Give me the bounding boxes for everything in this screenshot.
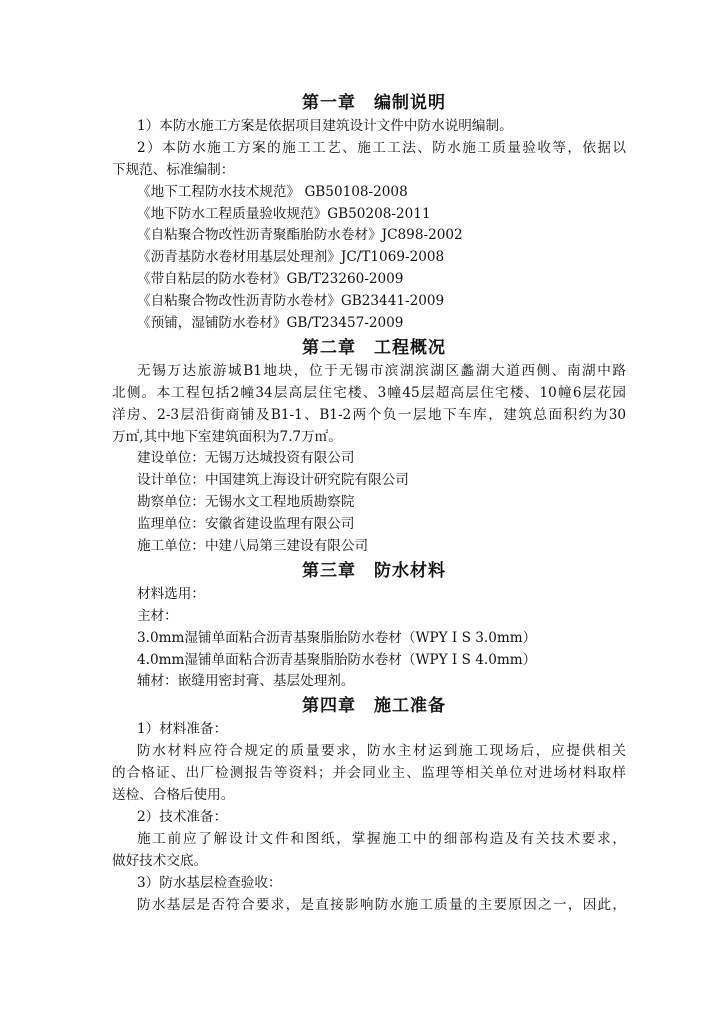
text-line: 辅材：嵌缝用密封膏、基层处理剂。 xyxy=(137,673,355,690)
text-line: 建设单位：无锡万达城投资有限公司 xyxy=(137,450,355,467)
text-line: 2）本防水施工方案的施工工艺、施工工法、防水施工质量验收等，依据以 xyxy=(137,139,626,156)
text-line: 的合格证、出厂检测报告等资料；并会同业主、监理等相关单位对进场材料取样 xyxy=(112,765,626,782)
document-page xyxy=(112,90,626,916)
text-line: 施工前应了解设计文件和图纸，掌握施工中的细部构造及有关技术要求， xyxy=(137,830,626,847)
text-line: 《预铺，湿铺防水卷材》GB/T23457-2009 xyxy=(137,315,404,332)
text-line: 防水基层是否符合要求，是直接影响防水施工质量的主要原因之一，因此， xyxy=(137,896,626,913)
text-line: 设计单位：中国建筑上海设计研究院有限公司 xyxy=(137,472,409,489)
text-line: 防水材料应符合规定的质量要求，防水主材运到施工现场后，应提供相关 xyxy=(137,743,626,760)
chapter-heading: 第二章 工程概况 xyxy=(302,337,446,358)
chapter-heading: 第三章 防水材料 xyxy=(302,560,446,581)
text-line: 1）本防水施工方案是依据项目建筑设计文件中防水说明编制。 xyxy=(137,118,513,134)
text-line: 《自粘聚合物改性沥青聚酯胎防水卷材》JC898-2002 xyxy=(137,227,463,244)
text-line: 材料选用： xyxy=(137,585,205,602)
text-line: 《自粘聚合物改性沥青防水卷材》GB23441-2009 xyxy=(137,293,445,310)
text-line: 《带自粘层的防水卷材》GB/T23260-2009 xyxy=(137,271,404,288)
text-line: 《地下防水工程质量验收规范》GB50208-2011 xyxy=(137,205,431,222)
text-line: 2）技术准备： xyxy=(137,808,228,825)
text-line: 《地下工程防水技术规范》 GB50108-2008 xyxy=(137,183,408,200)
text-line: 4.0mm湿铺单面粘合沥青基聚脂胎防水卷材（WPY I S 4.0mm） xyxy=(137,651,537,668)
text-line: 万㎡,其中地下室建筑面积为7.7万㎡。 xyxy=(112,428,342,445)
text-line: 3）防水基层检查验收： xyxy=(137,874,282,891)
text-line: 洋房、2-3层沿街商铺及B1-1、B1-2两个负一层地下车库，建筑总面积约为30 xyxy=(112,406,626,423)
text-line: 送检、合格后使用。 xyxy=(112,787,235,804)
text-line: 监理单位：安徽省建设监理有限公司 xyxy=(137,516,355,533)
chapter-heading: 第四章 施工准备 xyxy=(302,696,446,717)
text-line: 《沥青基防水卷材用基层处理剂》JC/T1069-2008 xyxy=(137,249,445,266)
text-line: 1）材料准备： xyxy=(137,721,228,738)
text-line: 主材： xyxy=(137,607,178,624)
text-line: 3.0mm湿铺单面粘合沥青基聚脂胎防水卷材（WPY I S 3.0mm） xyxy=(137,629,537,646)
text-line: 北侧。本工程包括2幢34层高层住宅楼、3幢45层超高层住宅楼、10幢6层花园 xyxy=(112,384,626,401)
text-line: 下规范、标准编制： xyxy=(112,161,235,178)
chapter-heading: 第一章 编制说明 xyxy=(302,93,446,113)
text-line: 施工单位：中建八局第三建设有限公司 xyxy=(137,538,369,555)
text-line: 无锡万达旅游城B1地块，位于无锡市滨湖滨湖区蠡湖大道西侧、南湖中路 xyxy=(137,362,626,379)
text-line: 勘察单位：无锡水文工程地质勘察院 xyxy=(137,494,355,511)
text-line: 做好技术交底。 xyxy=(112,852,208,869)
